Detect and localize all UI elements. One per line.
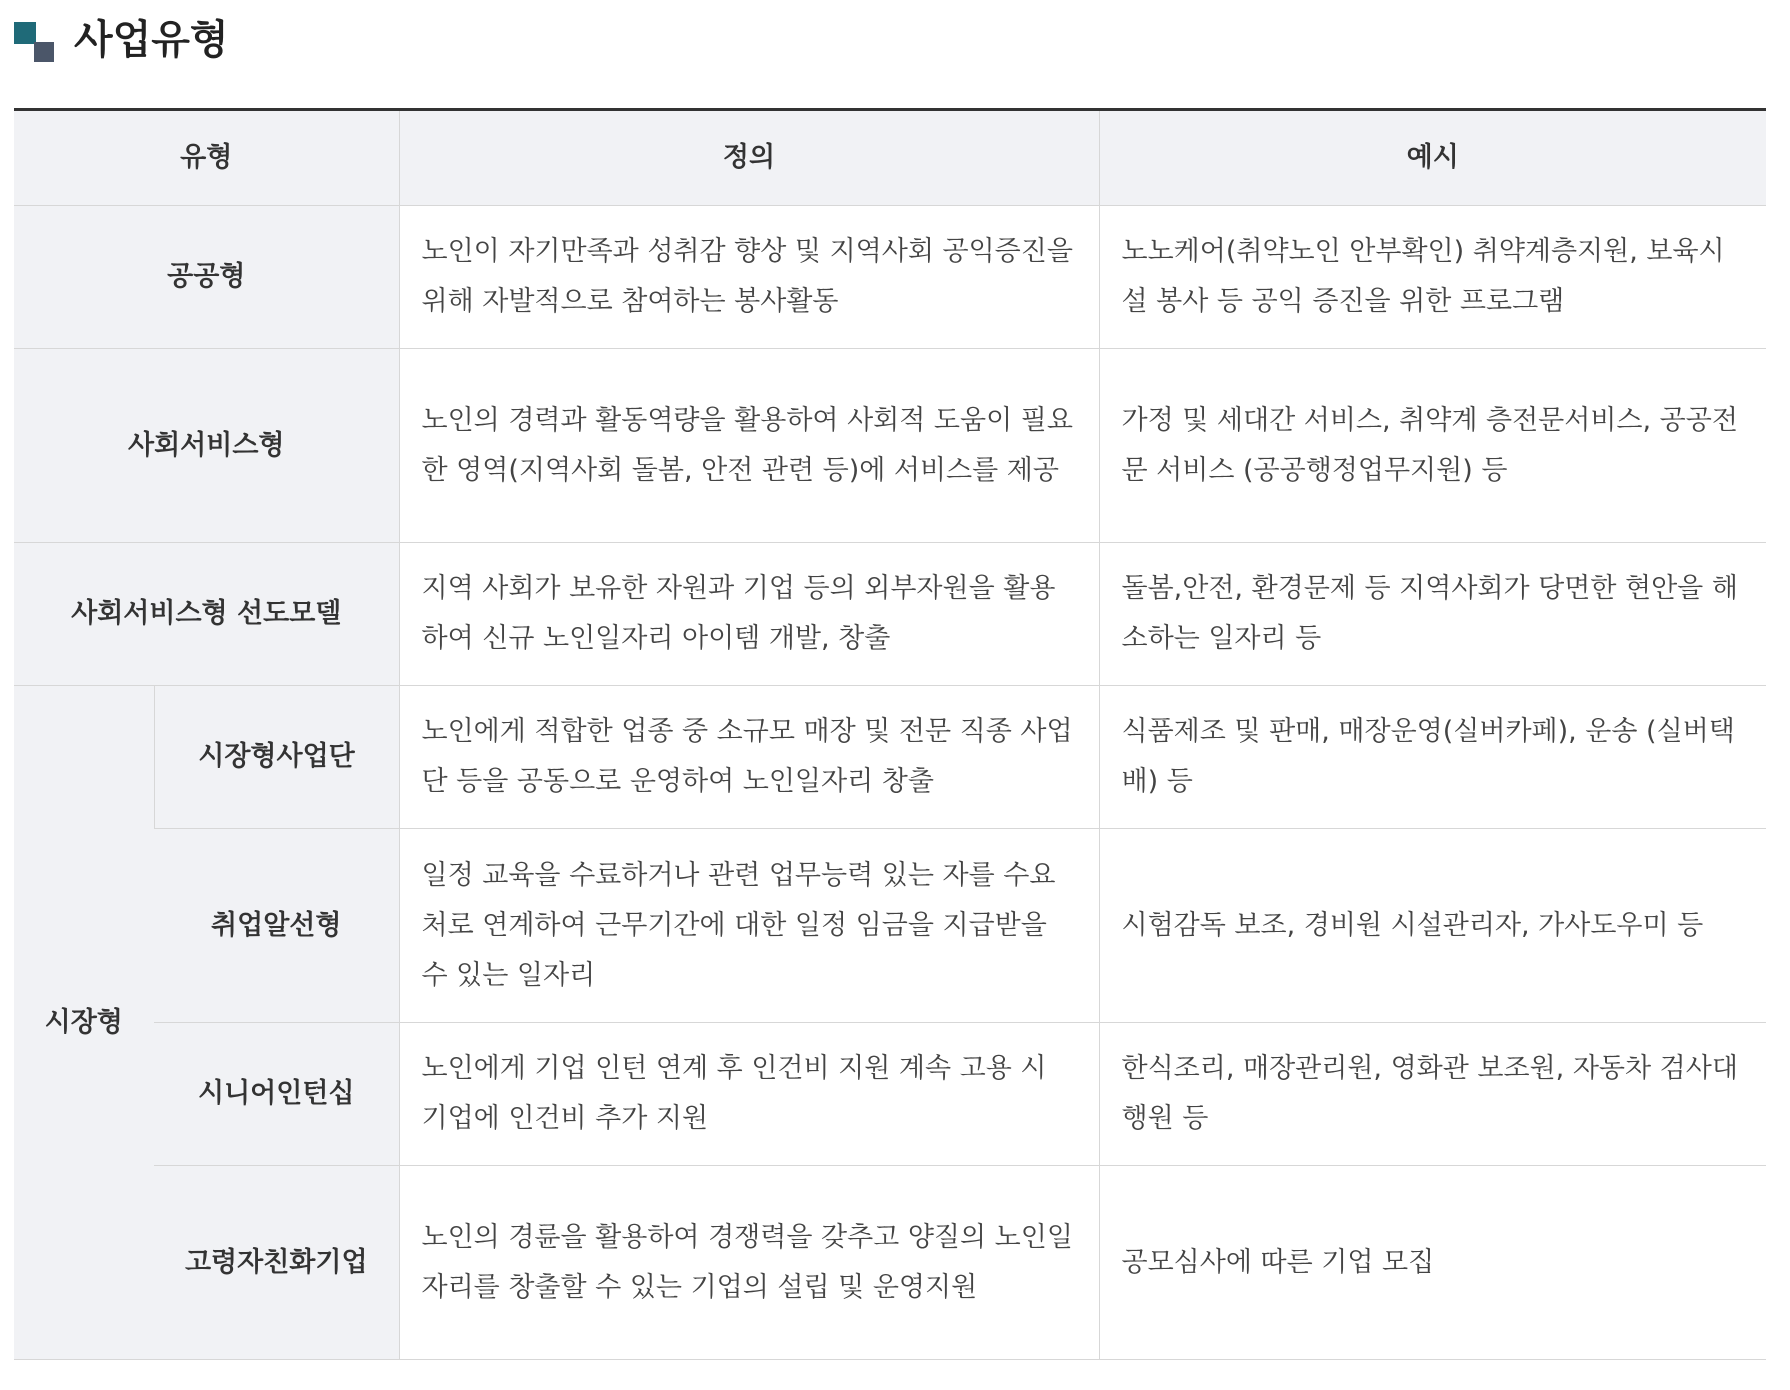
table-row <box>14 349 1766 543</box>
table-header-row <box>14 110 1766 206</box>
row-type: 사회서비스형 <box>14 349 399 543</box>
table-row <box>14 829 1766 1023</box>
row-example: 한식조리, 매장관리원, 영화관 보조원, 자동차 검사대행원 등 <box>1099 1023 1766 1166</box>
row-definition: 일정 교육을 수료하거나 관련 업무능력 있는 자를 수요처로 연계하여 근무기간에 대한 일정 임금을 지급받을 수 있는 일자리 <box>399 829 1099 1023</box>
business-type-table <box>14 108 1766 1360</box>
header-example: 예시 <box>1099 110 1766 206</box>
market-type: 시장형 <box>14 686 154 1360</box>
square-bullet-icon <box>14 22 54 62</box>
table-row <box>14 686 1766 829</box>
header-type: 유형 <box>14 110 399 206</box>
row-subtype: 취업알선형 <box>154 829 399 1023</box>
row-type: 사회서비스형 선도모델 <box>14 543 399 686</box>
row-definition: 노인이 자기만족과 성취감 향상 및 지역사회 공익증진을 위해 자발적으로 참여하는 봉사활동 <box>399 206 1099 349</box>
row-subtype: 고령자친화기업 <box>154 1166 399 1360</box>
section-title: 사업유형 <box>74 17 229 63</box>
table-row <box>14 206 1766 349</box>
row-definition: 노인에게 기업 인턴 연계 후 인건비 지원 계속 고용 시 기업에 인건비 추가 지원 <box>399 1023 1099 1166</box>
header-definition: 정의 <box>399 110 1099 206</box>
row-definition: 지역 사회가 보유한 자원과 기업 등의 외부자원을 활용하여 신규 노인일자리 아이템 개발, 창출 <box>399 543 1099 686</box>
row-example: 노노케어(취약노인 안부확인) 취약계층지원, 보육시설 봉사 등 공익 증진을 위한 프로그램 <box>1099 206 1766 349</box>
row-subtype: 시니어인턴십 <box>154 1023 399 1166</box>
row-example: 돌봄,안전, 환경문제 등 지역사회가 당면한 현안을 해소하는 일자리 등 <box>1099 543 1766 686</box>
row-definition: 노인에게 적합한 업종 중 소규모 매장 및 전문 직종 사업단 등을 공동으로 운영하여 노인일자리 창출 <box>399 686 1099 829</box>
section-heading <box>14 0 1766 108</box>
row-example: 식품제조 및 판매, 매장운영(실버카페), 운송 (실버택배) 등 <box>1099 686 1766 829</box>
row-example: 공모심사에 따른 기업 모집 <box>1099 1166 1766 1360</box>
table-row <box>14 1166 1766 1360</box>
table-row <box>14 1023 1766 1166</box>
row-example: 시험감독 보조, 경비원 시설관리자, 가사도우미 등 <box>1099 829 1766 1023</box>
row-subtype: 시장형사업단 <box>154 686 399 829</box>
row-definition: 노인의 경륜을 활용하여 경쟁력을 갖추고 양질의 노인일자리를 창출할 수 있는 기업의 설립 및 운영지원 <box>399 1166 1099 1360</box>
table-row <box>14 543 1766 686</box>
row-definition: 노인의 경력과 활동역량을 활용하여 사회적 도움이 필요한 영역(지역사회 돌봄, 안전 관련 등)에 서비스를 제공 <box>399 349 1099 543</box>
row-type: 공공형 <box>14 206 399 349</box>
content-wrapper <box>14 0 1766 1360</box>
row-example: 가정 및 세대간 서비스, 취약계 층전문서비스, 공공전문 서비스 (공공행정업무지원) 등 <box>1099 349 1766 543</box>
